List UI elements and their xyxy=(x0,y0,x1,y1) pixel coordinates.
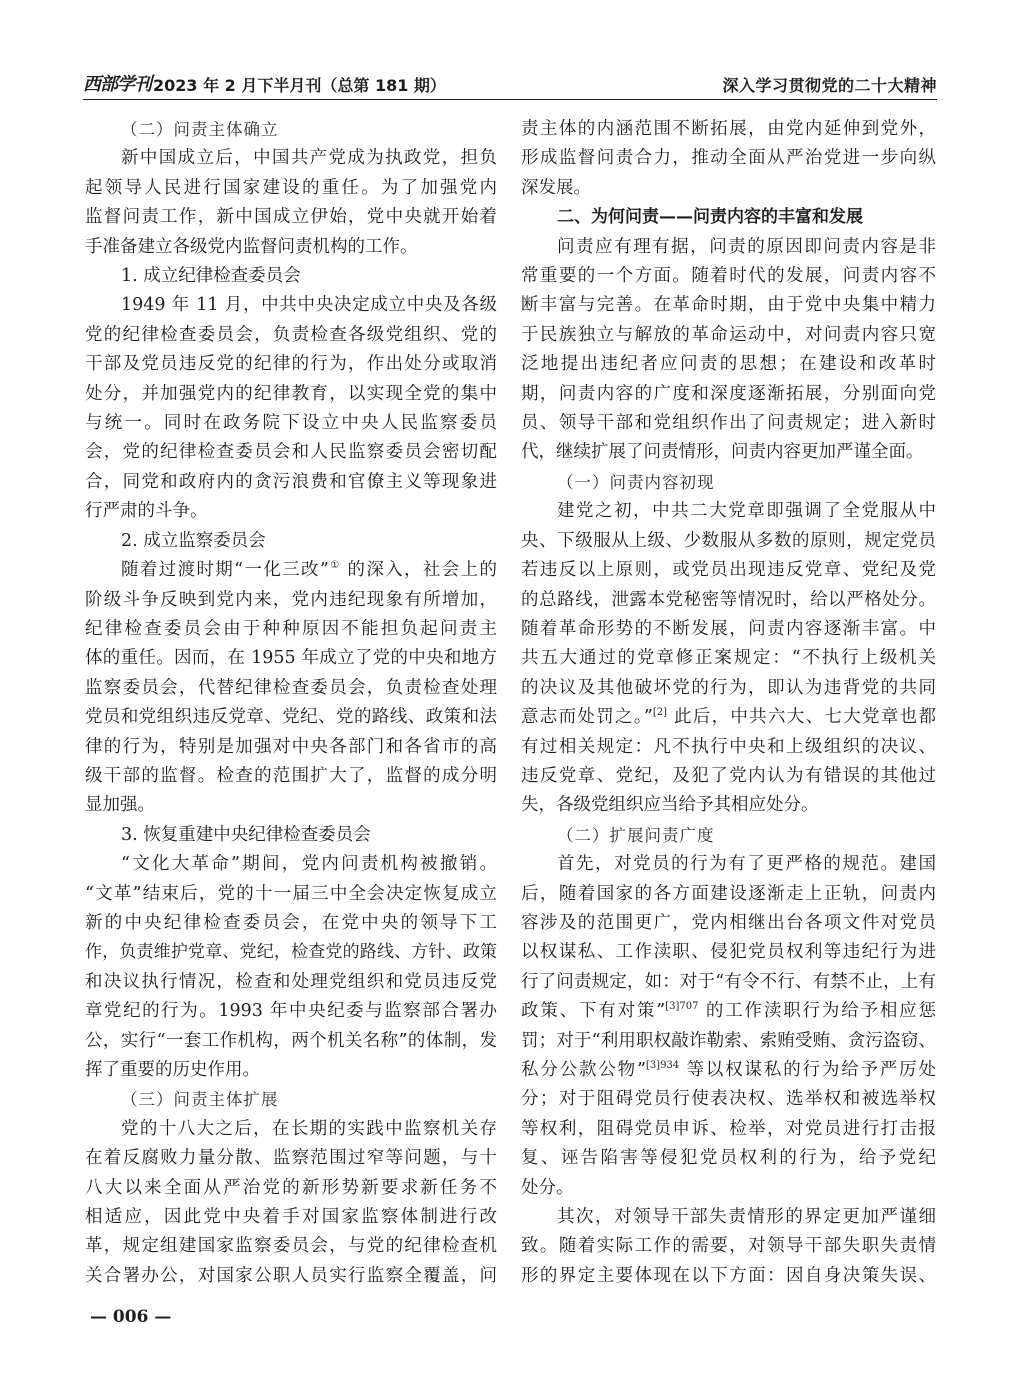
text-line: 建党之初，中共二大党章即强调了全党服从中 xyxy=(557,501,936,522)
text-line: 公，实行“一套工作机构，两个机关名称”的体制，发 xyxy=(85,1030,497,1051)
text-line: 律的行为，特别是加强对中央各部门和各省市的高 xyxy=(85,736,497,757)
text-column-right xyxy=(521,115,936,1291)
text-line: 于民族独立与解放的革命运动中，对问责内容只宽 xyxy=(521,324,936,345)
text-line: 体的重任。因而，在 1955 年成立了党的中央和地方 xyxy=(85,648,497,669)
text-line: 随着革命形势的不断发展，问责内容逐渐丰富。中 xyxy=(521,618,936,639)
text-line: 关合署办公，对国家公职人员实行监察全覆盖，问 xyxy=(85,1265,497,1286)
text-line: 失，各级党组织应当给予其相应处分。 xyxy=(521,795,819,816)
text-line: 共五大通过的党章修正案规定：“不执行上级机关 xyxy=(521,648,936,669)
text-line: 断丰富与完善。在革命时期，由于党中央集中精力 xyxy=(521,295,936,316)
text-column-left xyxy=(85,115,497,1291)
subsection-heading: （三）问责主体扩展 xyxy=(121,1090,279,1110)
paragraph xyxy=(521,233,936,468)
column-title: 深入学习贯彻党的二十大精神 xyxy=(722,76,937,95)
subsection-heading: （一）问责内容初现 xyxy=(557,472,715,492)
text-line: 的总路线，泄露本党秘密等情况时，给以严格处分。 xyxy=(521,589,936,610)
text-line: 干部及党员违反党的纪律的行为，作出处分或取消 xyxy=(85,354,497,375)
text-line: 和决议执行情况，检查和处理党组织和党员违反党 xyxy=(85,971,497,992)
numbered-heading: 1. 成立纪律检查委员会 xyxy=(121,266,301,287)
paragraph xyxy=(85,1115,497,1291)
text-line: 显加强。 xyxy=(85,795,155,816)
citation-marker: ① xyxy=(328,560,341,572)
text-line: 形成监督问责合力，推动全面从严治党进一步向纵 xyxy=(521,148,936,169)
text-line: 分；对于阻碍党员行使表决权、选举权和被选举权 xyxy=(521,1089,936,1110)
text-segment: 的深入，社会上的 xyxy=(340,560,497,581)
paragraph xyxy=(85,556,497,821)
text-segment: 此后，中共六大、七大党章也都 xyxy=(667,707,936,728)
text-line: 致。随着实际工作的需要，对领导干部失职失责情 xyxy=(521,1236,936,1257)
text-line: 形的界定主要体现在以下方面：因自身决策失误、 xyxy=(521,1265,936,1286)
text-line: 有过相关规定：凡不执行中央和上级组织的决议、 xyxy=(521,736,936,757)
citation-marker: [2] xyxy=(652,707,668,719)
text-line: 责主体的内涵范围不断拓展，由党内延伸到党外， xyxy=(521,119,936,139)
paragraph xyxy=(521,850,936,1203)
citation-marker: [3]934 xyxy=(645,1060,680,1071)
text-line: 革，规定组建国家监察委员会，与党的纪律检查机 xyxy=(85,1236,497,1257)
page-number: — 006 — xyxy=(90,1307,172,1327)
text-line: 期，问责内容的广度和深度逐渐拓展，分别面向党 xyxy=(521,383,936,404)
text-line: 其次，对领导干部失责情形的界定更加严谨细 xyxy=(557,1207,936,1228)
journal-logo: 西部学刊 xyxy=(83,74,151,95)
text-line: 违反党章、党纪，及犯了党内认为有错误的其他过 xyxy=(521,765,936,786)
text-segment: 意志而处罚之。” xyxy=(521,707,653,728)
paragraph xyxy=(521,1203,936,1291)
paragraph xyxy=(85,850,497,1085)
issue-info: 2023 年 2 月下半月刊（总第 181 期） xyxy=(153,76,446,95)
text-line: 等权利，阻碍党员申诉、检举，对党员进行打击报 xyxy=(521,1118,936,1139)
text-segment: 等以权谋私的行为给予严厉处 xyxy=(679,1060,937,1080)
text-line: 党员和党组织违反党章、党纪、党的路线、政策和法 xyxy=(85,707,497,728)
numbered-heading: 2. 成立监察委员会 xyxy=(121,530,266,551)
text-line: 合，同党和政府内的贪污浪费和官僚主义等现象进 xyxy=(85,471,497,492)
text-line: 泛地提出违纪者应问责的思想；在建设和改革时 xyxy=(521,354,936,375)
paragraph xyxy=(521,115,936,203)
text-segment: 私分公款公物” xyxy=(521,1060,646,1080)
text-line: 监察委员会，代替纪律检查委员会，负责检查处理 xyxy=(85,677,497,698)
text-line: 会，党的纪律检查委员会和人民监察委员会密切配 xyxy=(85,442,497,463)
text-line: 党的纪律检查委员会，负责检查各级党组织、党的 xyxy=(85,324,497,345)
text-line: 与统一。同时在政务院下设立中央人民监察委员 xyxy=(85,413,497,434)
text-line: 深发展。 xyxy=(521,177,591,198)
paragraph xyxy=(521,497,936,820)
text-line: 挥了重要的历史作用。 xyxy=(85,1060,260,1080)
text-line: 复、诬告陷害等侵犯党员权利的行为，给予党纪 xyxy=(521,1148,936,1169)
text-line: 央、下级服从上级、少数服从多数的原则，规定党员 xyxy=(521,530,936,551)
text-line xyxy=(521,703,936,732)
text-line: 党的十八大之后，在长期的实践中监察机关存 xyxy=(121,1118,497,1139)
text-line: 1949 年 11 月，中共中央决定成立中央及各级 xyxy=(121,295,497,316)
text-line: 相适应，因此党中央着手对国家监察体制进行改 xyxy=(85,1207,497,1228)
text-line: 首先，对党员的行为有了更严格的规范。建国 xyxy=(557,854,936,875)
citation-marker: [3]707 xyxy=(665,1001,699,1013)
text-line: 级干部的监督。检查的范围扩大了，监督的成分明 xyxy=(85,765,497,786)
text-line: 后，随着国家的各方面建设逐渐走上正轨，问责内 xyxy=(521,883,936,904)
text-line: 八大以来全面从严治党的新形势新要求新任务不 xyxy=(85,1177,497,1198)
text-line: “文革”结束后，党的十一届三中全会决定恢复成立 xyxy=(85,883,497,904)
running-header xyxy=(83,70,937,100)
text-line: 代，继续扩展了问责情形，问责内容更加严谨全面。 xyxy=(521,442,924,463)
text-segment: 政策、下有对策” xyxy=(521,1001,666,1022)
text-line: 罚；对于“利用职权敲诈勒索、索贿受贿、贪污盗窃、 xyxy=(521,1030,936,1051)
paragraph xyxy=(85,144,497,262)
paragraph xyxy=(85,291,497,526)
text-line xyxy=(521,997,936,1026)
text-line: 新中国成立后，中国共产党成为执政党，担负 xyxy=(121,148,497,169)
text-line: 手准备建立各级党内监督问责机构的工作。 xyxy=(85,236,418,257)
subsection-heading: （二）扩展问责广度 xyxy=(557,825,715,845)
text-line: 作，负责维护党章、党纪，检查党的路线、方针、政策 xyxy=(85,942,497,963)
numbered-heading: 3. 恢复重建中央纪律检查委员会 xyxy=(121,824,371,845)
text-line: 章党纪的行为。1993 年中央纪委与监察部合署办 xyxy=(85,1001,497,1022)
text-line xyxy=(85,556,497,585)
text-line: 阶级斗争反映到党内来，党内违纪现象有所增加， xyxy=(85,589,497,610)
text-line: 员、领导干部和党组织作出了问责规定；进入新时 xyxy=(521,413,936,434)
text-segment: 的工作渎职行为给予相应惩 xyxy=(698,1001,937,1022)
text-line: 常重要的一个方面。随着时代的发展，问责内容不 xyxy=(521,266,936,287)
text-line xyxy=(521,1056,936,1085)
text-line: 处分。 xyxy=(521,1177,574,1198)
text-line: 的决议及其他破坏党的行为，即认为违背党的共同 xyxy=(521,677,936,698)
text-line: 容涉及的范围更广，党内相继出台各项文件对党员 xyxy=(521,912,936,933)
text-line: 行严肃的斗争。 xyxy=(85,501,208,522)
text-line: 起领导人民进行国家建设的重任。为了加强党内 xyxy=(85,177,497,198)
text-line: 监督问责工作，新中国成立伊始，党中央就开始着 xyxy=(85,207,497,228)
section-heading: 二、为何问责——问责内容的丰富和发展 xyxy=(557,207,863,228)
text-segment: 随着过渡时期“一化三改” xyxy=(121,560,329,581)
text-line: 处分，并加强党内的纪律教育，以实现全党的集中 xyxy=(85,383,497,404)
text-line: 在着反腐败力量分散、监察范围过窄等问题，与十 xyxy=(85,1148,497,1169)
text-line: “文化大革命”期间，党内问责机构被撤销。 xyxy=(121,854,497,875)
text-line: 行了问责规定，如：对于“有令不行、有禁不止，上有 xyxy=(521,971,936,992)
subsection-heading: （二）问责主体确立 xyxy=(121,120,279,139)
text-line: 新的中央纪律检查委员会，在党中央的领导下工 xyxy=(85,912,497,933)
text-line: 若违反以上原则，或党员出现违反党章、党纪及党 xyxy=(521,560,936,581)
text-line: 问责应有理有据，问责的原因即问责内容是非 xyxy=(557,236,936,257)
text-line: 纪律检查委员会由于种种原因不能担负起问责主 xyxy=(85,618,497,639)
text-line: 以权谋私、工作渎职、侵犯党员权利等违纪行为进 xyxy=(521,942,936,963)
header-left xyxy=(83,70,446,99)
